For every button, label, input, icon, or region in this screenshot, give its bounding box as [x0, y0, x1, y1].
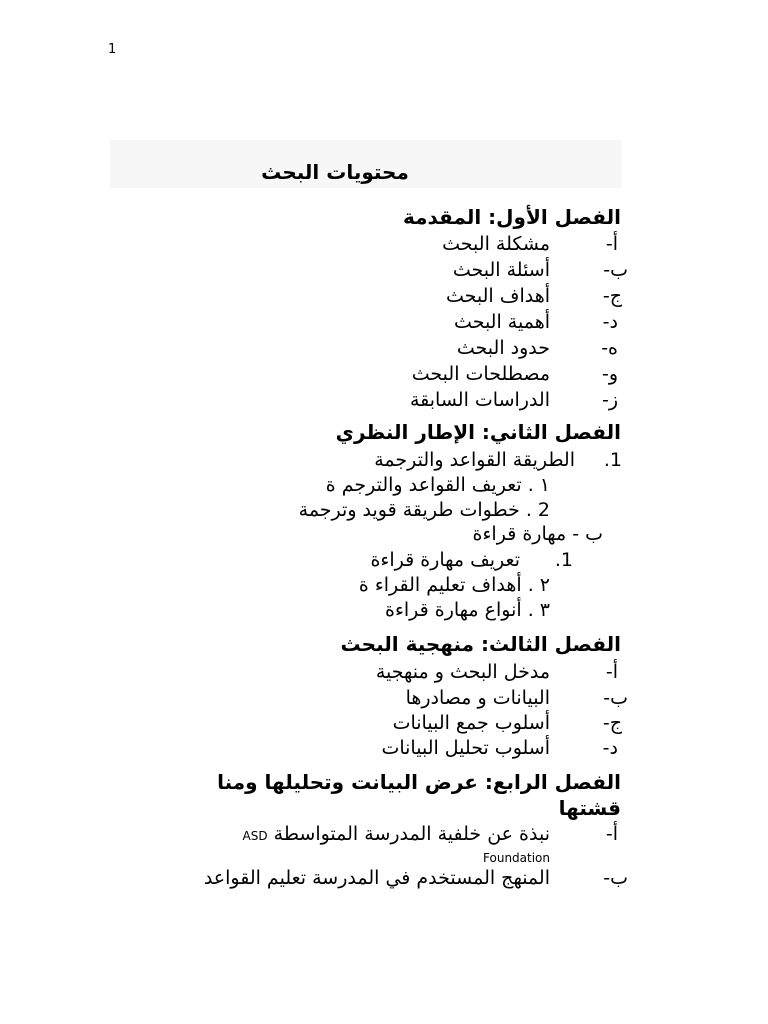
ch2-item2-sub2: ٢ . أهداف تعليم القراء ة [358, 574, 550, 596]
ch1-item5-marker: ه- [601, 337, 618, 359]
ch1-item6-marker: و- [601, 363, 618, 385]
ch4-item1-latin2: Foundation [483, 851, 550, 865]
ch4-item1-marker: أ- [605, 823, 618, 845]
ch2-item1-marker: 1. [603, 449, 622, 471]
ch1-item6-text: مصطلحات البحث [411, 363, 550, 385]
ch2-item1-text: الطريقة القواعد والترجمة [374, 449, 575, 471]
ch3-item4-marker: د- [602, 737, 618, 759]
ch3-item4-text: أسلوب تحليل البيانات [381, 737, 550, 759]
ch4-item1-text [243, 822, 550, 848]
ch4-item2-marker: ب- [603, 867, 628, 889]
ch3-item3-marker: ج- [602, 712, 622, 734]
ch1-item3-text: أهداف البحث [445, 285, 550, 307]
ch4-item1-latin1: ASD [242, 829, 268, 843]
ch1-item7-marker: ز- [601, 389, 618, 411]
ch1-item7-text: الدراسات السابقة [409, 389, 550, 411]
chapter3-heading: الفصل الثالث: منهجية البحث [340, 632, 621, 656]
chapter4-heading-line2: قشتها [558, 796, 621, 820]
ch4-item1-arabic: نبذة عن خلفية المدرسة المتواسطة [273, 823, 550, 845]
ch3-item1-marker: أ- [605, 661, 618, 683]
ch4-item2-text: المنهج المستخدم في المدرسة تعليم القواعد [203, 867, 550, 889]
ch3-item2-text: البيانات و مصادرها [405, 687, 550, 709]
ch2-item1-sub2: 2 . خطوات طريقة قويد وترجمة [298, 499, 550, 521]
ch1-item2-text: أسئلة البحث [452, 259, 550, 281]
ch3-item1-text: مدخل البحث و منهجية [375, 661, 550, 683]
ch1-item1-marker: أ- [605, 233, 618, 255]
ch1-item5-text: حدود البحث [456, 337, 550, 359]
ch2-item2-sub3: ٣ . أنواع مهارة قراءة [384, 599, 550, 621]
ch3-item3-text: أسلوب جمع البيانات [392, 712, 550, 734]
page-title: محتويات البحث [261, 160, 409, 184]
ch1-item1-text: مشكلة البحث [442, 233, 550, 255]
ch1-item4-text: أهمية البحث [454, 311, 550, 333]
page-number: 1 [108, 42, 117, 57]
ch2-item2-text: ب - مهارة قراءة [472, 523, 603, 545]
ch3-item2-marker: ب- [603, 687, 628, 709]
ch1-item2-marker: ب- [603, 259, 628, 281]
ch2-item2-sub1-marker: 1. [554, 549, 573, 571]
chapter1-heading: الفصل الأول: المقدمة [402, 205, 621, 229]
chapter4-heading-line1: الفصل الرابع: عرض البيانت وتحليلها ومنا [217, 770, 621, 794]
ch1-item3-marker: ج- [602, 285, 622, 307]
chapter2-heading: الفصل الثاني: الإطار النظري [335, 420, 621, 444]
ch2-item2-sub1-text: تعريف مهارة قراءة [370, 549, 520, 571]
ch2-item1-sub1: ١ . تعريف القواعد والترجم ة [325, 474, 550, 496]
ch1-item4-marker: د- [602, 311, 618, 333]
